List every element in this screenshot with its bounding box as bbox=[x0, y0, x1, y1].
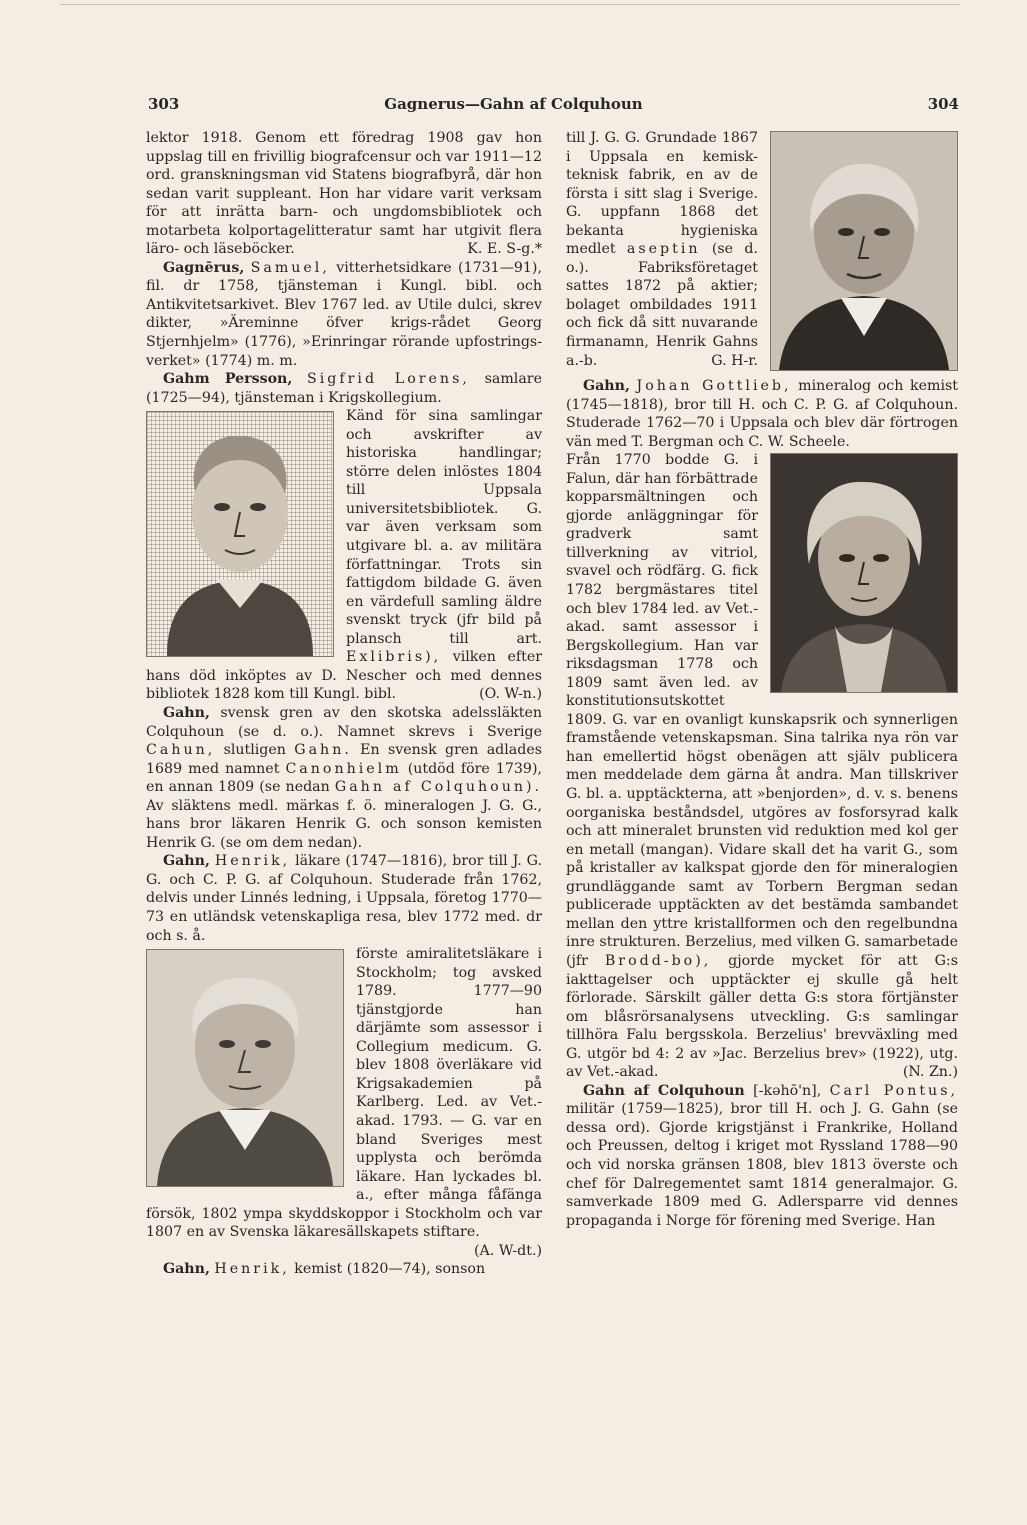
entry-name: Henrik, bbox=[214, 853, 291, 870]
entry-name: Henrik, bbox=[214, 1261, 290, 1278]
right-column bbox=[566, 129, 958, 1230]
entry-gahn-johan-gottlieb-cont: Från 1770 bodde G. i Falun, där han förbättrade kopparsmältningen och gjorde anläggningar för gradverk samt tillverkning av vitriol, svavel och rödfärg. G. fick 1782 bergmästares titel och blev 1784 led. av Vet.-akad. samt assessor i Bergskollegium. Han var riksdagsman 1778 och 1809 samt även led. av konstitutionsutskottet 1809. G. var en ovanligt kunskapsrik och synnerligen framstående vetenskapsman. Sina talrika nya rön var han emellertid högst obenägen att själv publicera men meddelade dem gärna åt andra. Man tillskriver G. bl. a. upptäckterna, att »benjorden», d. v. s. benens oorganiska beståndsdel, utgöres av fosforsyrad kalk och att mineralet brunsten vid reduktion med kol ger en metall (mangan). Vidare skall det ha varit G., som på kristaller av kalkspat gjorde den för mineralogien grundläggande samt av Torbern Bergman sedan publicerade upptäckten av det bestämda sambandet mellan den yttre kristallformen och den regelbundna inre strukturen. Berzelius, med vilken G. samarbetade (jfr Brodd-bo), gjorde mycket för att G:s iakttagelser och upptäckter ej skulle gå helt förlorade. Särskilt gäller detta G:s stora förtjänster om blåsrörsanalysens utveckling. G:s samlingar tillhöra Falu bergsskola. Berzelius' brevväxling med G. utgör bd 4: 2 av »Jac. Berzelius brev» (1922), utg. av Vet.-akad. (N. Zn.) bbox=[566, 452, 958, 1081]
left-column bbox=[146, 129, 542, 1279]
entry-gahm-persson-cont: Känd för sina samlingar och avskrifter av historiska handlingar; större delen inlöstes 1804 till Uppsala universitetsbibliotek. G. var även verksam som utgivare bl. a. av militära författningar. Trots sin fattigdom bildade G. även en värdefull samling äldre svenskt tryck (jfr bild på plansch till art. Exlibris), vilken efter hans död inköptes av D. Nescher och med dennes bibliotek 1828 kom till Kungl. bibl. (O. W-n.) bbox=[146, 408, 542, 703]
signature: G. H-r. bbox=[711, 352, 758, 369]
entry-head: Gahn, bbox=[163, 704, 210, 721]
halftone-portrait-image bbox=[147, 950, 343, 1186]
entry-head: Gahn, bbox=[163, 853, 210, 870]
entry-head: Gahn, bbox=[163, 1261, 210, 1278]
signature: (A. W-dt.) bbox=[474, 1242, 542, 1259]
entry-gagnerus: Gagnērus, Samuel, vitterhetsidkare (1731—91), fil. dr 1758, tjänsteman i Kungl. bibl. och Antikvitetsarkivet. Blev 1767 led. av Utile dulci, skrev dikter, »Äreminne öfver krigs-rådet Georg Stjernhjelm» (1776), »Erinringar rörande upfostrings-verket» (1774) m. m. bbox=[146, 259, 542, 369]
page-number-right: 304 bbox=[927, 95, 959, 113]
entry-head: Gahn, bbox=[583, 378, 630, 394]
entry-gahn-family: Gahn, svensk gren av den skotska adelssläkten Colquhoun (se d. o.). Namnet skrevs i Sverige Cahun, slutligen Gahn. En svensk gren adlades 1689 med namnet Canonhielm (utdöd före 1739), en annan 1809 (se nedan Gahn af Colquhoun). Av släktens medl. märkas f. ö. mineralogen J. G. G., hans bror läkaren Henrik G. och sonson kemisten Henrik G. (se om dem nedan). bbox=[146, 704, 543, 851]
entry-head: Gahn af Colquhoun bbox=[583, 1082, 745, 1099]
entry-name: Johan Gottlieb, bbox=[636, 378, 792, 394]
entry-name: Sigfrid Lorens, bbox=[307, 371, 470, 388]
entry-head: Gahm Persson, bbox=[163, 371, 293, 388]
portrait-henrik-gahn-lakare bbox=[146, 949, 344, 1187]
engraving-portrait-image bbox=[147, 412, 333, 656]
cross-reference: Exlibris), bbox=[346, 649, 442, 666]
entry-head: Gagnērus, bbox=[163, 259, 245, 276]
entry-gahn-henrik-kemist: Gahn, Henrik, kemist (1820—74), sonson bbox=[163, 1261, 486, 1278]
halftone-portrait-image bbox=[771, 132, 957, 370]
entry-gahn-henrik-kemist-cont: till J. G. G. Grundade 1867 i Uppsala en kemisk-teknisk fabrik, en av de första i sitt slag i Sverige. G. uppfann 1868 det bekanta hygieniska medlet aseptin (se d. o.). Fabriksföretaget sattes 1872 på aktier; bolaget ombildades 1911 och fick då sitt nuvarande firmanamn, Henrik Gahns a.-b. G. H-r. bbox=[566, 130, 758, 369]
halftone-portrait-image bbox=[771, 454, 957, 692]
signature: K. E. S-g.* bbox=[467, 241, 542, 258]
entry-gahm-persson: Gahm Persson, Sigfrid Lorens, samlare (1725—94), tjänsteman i Krigskollegium. bbox=[146, 371, 542, 406]
cross-reference: Brodd-bo), bbox=[604, 952, 712, 969]
signature: (N. Zn.) bbox=[902, 1064, 958, 1081]
entry-gahn-henrik-lakare: Gahn, Henrik, läkare (1747—1816), bror till J. G. G. och C. P. G. af Colquhoun. Studerade från 1762, delvis under Linnés ledning, i Uppsala, företog 1770—73 en utländsk vetenskapliga resa, blev 1772 med. dr och s. å. bbox=[146, 853, 542, 944]
entry-gahn-henrik-lakare-cont: förste amiralitetsläkare i Stockholm; tog avsked 1789. 1777—90 tjänstgjorde han därjämte som assessor i Collegium medicum. G. blev 1808 överläkare vid Krigsakademien på Karlberg. Led. av Vet.-akad. 1793. — G. var en bland Sveriges mest upplysta och berömda läkare. Han lyckades bl. a., efter många fåfänga försök, 1802 ympa skyddskoppor i Stockholm och var 1807 en av Svenska läkaresällskapets stiftare. (A. W-dt.) bbox=[146, 946, 542, 1259]
running-head: Gagnerus—Gahn af Colquhoun bbox=[384, 95, 643, 113]
scan-edge bbox=[60, 4, 960, 5]
entry-continuation: lektor 1918. Genom ett föredrag 1908 gav hon uppslag till en frivillig biografcensur och var 1911—12 ord. granskningsman vid Statens biografbyrå, där hon sedan varit suppleant. Hon har vidare varit verksam för att inrätta barn- och ungdomsbibliotek och motarbeta kolportagelitteratur samt har utgivit flera läro- och läseböcker. K. E. S-g.* bbox=[146, 130, 542, 258]
portrait-johan-gottlieb-gahn bbox=[770, 453, 958, 693]
entry-gahn-af-colquhoun: Gahn af Colquhoun [-kəhō'n], Carl Pontus, militär (1759—1825), bror till H. och J. G. Gahn (se dessa ord). Gjorde krigstjänst i Frankrike, Holland och Preussen, deltog i kriget mot Ryssland 1788—90 och vid norska gränsen 1808, blev 1813 överste och chef för Dalregementet samt 1814 generalmajor. G. samverkade 1809 med G. Adlersparre vid dennes propaganda i Norge för förening med Sverige. Han bbox=[566, 1082, 958, 1229]
page-number-left: 303 bbox=[148, 95, 180, 113]
cross-reference: Gahn af Colquhoun). bbox=[334, 779, 543, 796]
portrait-gahm-persson bbox=[146, 411, 334, 657]
entry-name: Carl Pontus, bbox=[829, 1082, 958, 1099]
pronunciation: [-kəhō'n], bbox=[753, 1082, 822, 1099]
entry-name: Samuel, bbox=[250, 259, 330, 276]
signature: (O. W-n.) bbox=[479, 686, 542, 703]
portrait-henrik-gahn-kemist bbox=[770, 131, 958, 371]
entry-gahn-johan-gottlieb: Gahn, Johan Gottlieb, mineralog och kemist (1745—1818), bror till H. och C. P. G. af Colquhoun. Studerade 1762—70 i Uppsala och blev där förtrogen vän med T. Bergman och C. W. Scheele. bbox=[566, 378, 958, 450]
